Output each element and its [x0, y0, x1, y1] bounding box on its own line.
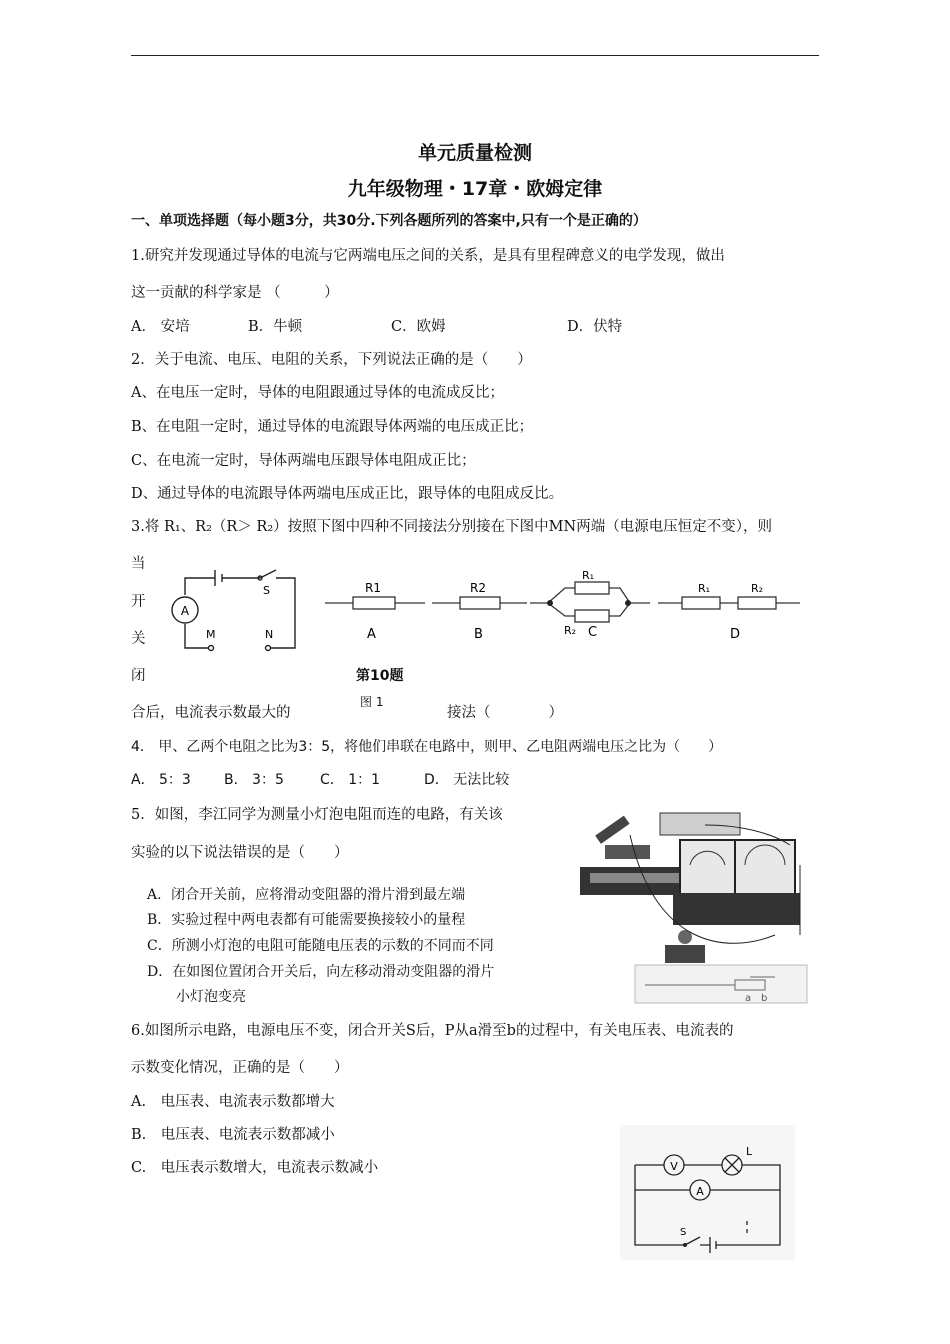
- slider-a-label: a: [745, 993, 752, 1004]
- q3-side-char: 关: [131, 631, 146, 647]
- r2-label: R2: [470, 581, 486, 595]
- q1-option-b: B．牛顿: [248, 319, 303, 335]
- q6-option-b: B. 电压表、电流表示数都减小: [131, 1127, 335, 1143]
- q2-option-a: A、在电压一定时，导体的电阻跟通过导体的电流成反比；: [131, 385, 504, 401]
- section-heading: 一、单项选择题（每小题3分，共30分.下列各题所列的答案中,只有一个是正确的）: [131, 213, 647, 229]
- q3-figure-title: 第10题: [356, 668, 404, 684]
- q2-option-d: D、通过导体的电流跟导体两端电压成正比，跟导体的电阻成反比。: [131, 486, 564, 502]
- q5-line1: 5．如图，李江同学为测量小灯泡电阻而连的电路，有关该: [131, 807, 503, 823]
- q6-option-c: C. 电压表示数增大，电流表示数减小: [131, 1160, 379, 1176]
- r2-small-label: R₂: [751, 582, 764, 595]
- option-d-label: D: [730, 627, 741, 642]
- page-subtitle: 九年级物理・17章・欧姆定律: [347, 178, 603, 200]
- q4-option-c: C． 1：1: [320, 772, 381, 788]
- option-a-label: A: [367, 627, 376, 642]
- q5-option-d: D．在如图位置闭合开关后，向左移动滑动变阻器的滑片: [147, 964, 495, 980]
- terminal-n-label: N: [265, 628, 274, 641]
- q1-option-d: D．伏特: [567, 319, 623, 335]
- terminal-m-label: M: [206, 628, 216, 641]
- q5-option-d-cont: 小灯泡变亮: [176, 989, 246, 1005]
- q3-side-char: 闭: [131, 668, 146, 684]
- header-rule: [131, 55, 819, 56]
- q5-option-b: B．实验过程中两电表都有可能需要换接较小的量程: [147, 912, 466, 928]
- option-b-label: B: [474, 627, 483, 642]
- q2-option-b: B、在电阻一定时，通过导体的电流跟导体两端的电压成正比；: [131, 419, 534, 435]
- q3-base-circuit: [170, 560, 305, 655]
- q3-figure-label: 图 1: [360, 695, 384, 709]
- r2-small-label: R₂: [564, 624, 577, 637]
- q3-line-end-a: 合后，电流表示数最大的: [131, 705, 291, 721]
- q3-side-char: 当: [131, 556, 146, 572]
- voltmeter-label: V: [670, 1160, 678, 1173]
- option-c-label: C: [588, 625, 598, 640]
- ammeter-label: A: [696, 1185, 704, 1198]
- page-title: 单元质量检测: [417, 142, 532, 164]
- r1-small-label: R₁: [582, 569, 595, 582]
- q1-option-c: C．欧姆: [391, 319, 446, 335]
- q2-option-c: C、在电流一定时，导体两端电压跟导体电阻成正比；: [131, 453, 476, 469]
- q6-option-a: A. 电压表、电流表示数都增大: [131, 1094, 335, 1110]
- ammeter-label: A: [180, 604, 190, 618]
- q5-line2: 实验的以下说法错误的是（ ）: [131, 845, 349, 861]
- q1-line2: 这一贡献的科学家是 （ ）: [131, 285, 339, 301]
- switch-label: S: [680, 1227, 687, 1238]
- q4-option-d: D． 无法比较: [424, 772, 510, 788]
- q6-line2: 示数变化情况，正确的是（ ）: [131, 1060, 349, 1076]
- q2-stem: 2．关于电流、电压、电阻的关系，下列说法正确的是（ ）: [131, 352, 532, 368]
- q4-option-a: A． 5：3: [131, 772, 191, 788]
- q3-option-d-diagram: [658, 580, 800, 645]
- r1-small-label: R₁: [698, 582, 711, 595]
- q3-side-char: 开: [131, 594, 146, 610]
- q6-circuit-figure: [620, 1125, 795, 1260]
- q5-option-c: C．所测小灯泡的电阻可能随电压表的示数的不同而不同: [147, 938, 494, 954]
- q3-line1: 3.将 R₁、R₂（R＞ R₂）按照下图中四种不同接法分别接在下图中MN两端（电源电压恒定不变），则: [131, 519, 772, 535]
- r1-label: R1: [365, 581, 381, 595]
- q3-line-end-b: 接法（ ）: [447, 705, 563, 721]
- q4-stem: 4． 甲、乙两个电阻之比为3：5，将他们串联在电路中，则甲、乙电阻两端电压之比为（ ）: [131, 739, 723, 755]
- q3-option-b-diagram: [432, 580, 527, 645]
- lamp-label: L: [746, 1145, 753, 1158]
- q5-apparatus-figure: [575, 805, 810, 1005]
- slider-b-label: b: [761, 993, 768, 1004]
- q6-line1: 6.如图所示电路，电源电压不变，闭合开关S后，P从a滑至b的过程中，有关电压表、电流表的: [131, 1023, 734, 1039]
- q1-option-a: A． 安培: [131, 319, 190, 335]
- q5-option-a: A．闭合开关前，应将滑动变阻器的滑片滑到最左端: [147, 887, 466, 903]
- q1-line1: 1.研究并发现通过导体的电流与它两端电压之间的关系，是具有里程碑意义的电学发现，做出: [131, 248, 725, 264]
- q4-option-b: B． 3：5: [224, 772, 284, 788]
- q3-option-c-diagram: [530, 568, 650, 643]
- q3-option-a-diagram: [325, 580, 425, 645]
- switch-label: S: [263, 584, 270, 597]
